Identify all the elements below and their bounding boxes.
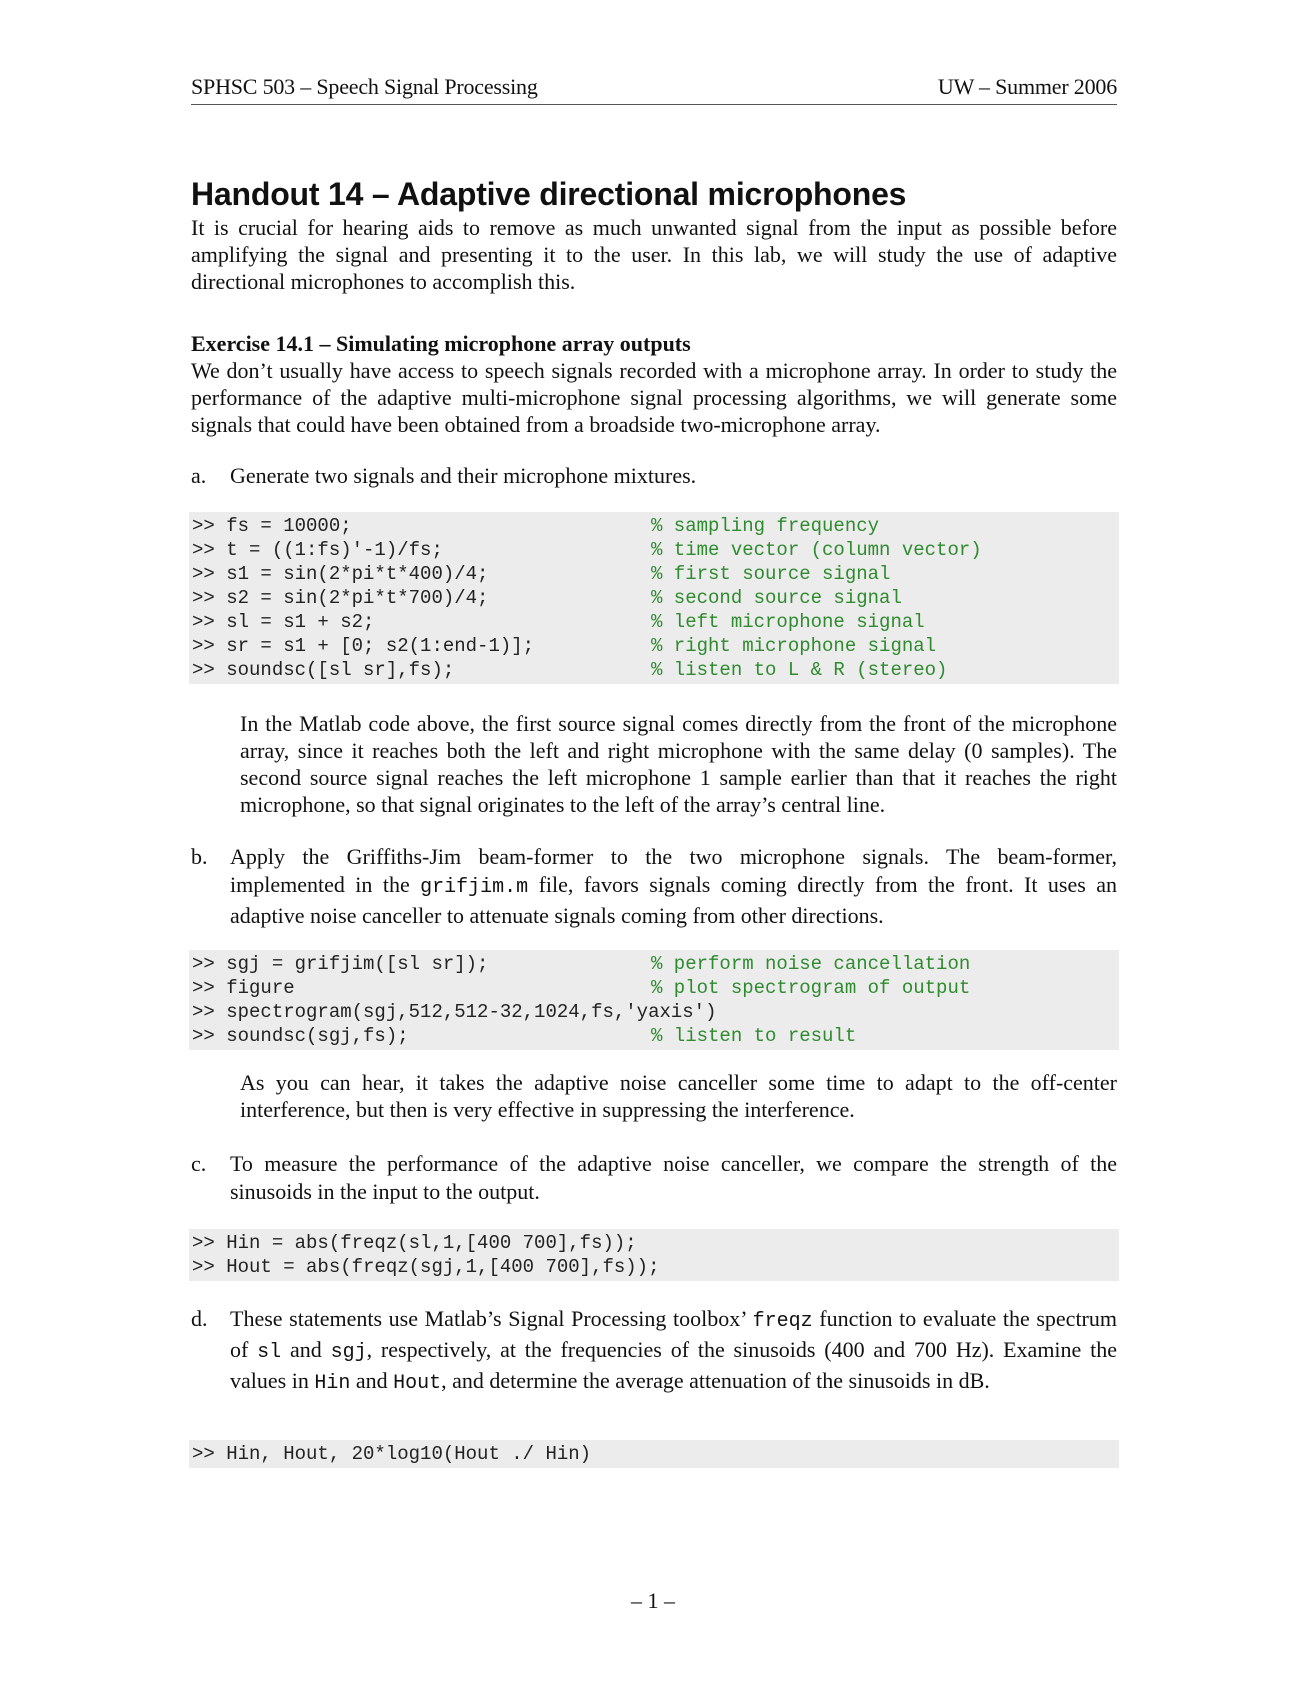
code-command: >> Hout = abs(freqz(sgj,1,[400 700],fs));: [192, 1256, 660, 1278]
item-d-text: These statements use Matlab’s Signal Processing toolbox’ freqz function to evaluate the spectrum of sl and sgj, respectively, at the frequencies of the sinusoids (400 and 700 Hz). Examine the values in Hin and Hout, and determine the average attenuation of the sinusoids in dB.: [230, 1306, 1118, 1395]
code-line: [189, 514, 1119, 538]
inline-code: sl: [257, 1341, 282, 1364]
item-a-text: Generate two signals and their microphone mixtures.: [230, 463, 697, 488]
code-comment: % listen to result: [651, 1025, 857, 1047]
code-command: >> sr = s1 + [0; s2(1:end-1)];: [192, 635, 535, 657]
page-number: – 1 –: [631, 1588, 675, 1613]
code-line: [189, 1255, 1119, 1279]
code-line: [189, 634, 1119, 658]
code-command: >> soundsc(sgj,fs);: [192, 1025, 409, 1047]
item-b-letter: b.: [191, 844, 208, 869]
code-line: [189, 538, 1119, 562]
code-line: [189, 976, 1119, 1000]
item-a-explanation: In the Matlab code above, the first source signal comes directly from the front of the microphone array, since it reaches both the left and right microphone with the same delay (0 samples). The second source signal reaches the left microphone 1 sample earlier than that it reaches the right microphone, so that signal originates to the left of the array’s central line.: [240, 711, 1117, 817]
code-line: [189, 1231, 1119, 1255]
code-comment: % perform noise cancellation: [651, 953, 971, 975]
item-c-letter: c.: [191, 1151, 207, 1176]
page-title: Handout 14 – Adaptive directional microphones: [191, 176, 907, 212]
code-line: [189, 658, 1119, 682]
code-block-c: [189, 1229, 1119, 1281]
item-b-text: Apply the Griffiths-Jim beam-former to the two microphone signals. The beam-former, implemented in the grifjim.m file, favors signals coming directly from the front. It uses an adaptive noise canceller to attenuate signals coming from other directions.: [230, 844, 1117, 928]
inline-code: sgj: [330, 1341, 367, 1364]
course-title: SPHSC 503 – Speech Signal Processing: [191, 74, 538, 99]
code-command: >> sgj = grifjim([sl sr]);: [192, 953, 489, 975]
code-command: >> Hin = abs(freqz(sl,1,[400 700],fs));: [192, 1232, 637, 1254]
code-line: [189, 610, 1119, 634]
inline-code: Hin: [314, 1372, 351, 1395]
code-comment: % first source signal: [651, 563, 891, 585]
code-line: [189, 1442, 1119, 1466]
code-command: >> soundsc([sl sr],fs);: [192, 659, 455, 681]
code-line: [189, 586, 1119, 610]
code-command: >> s1 = sin(2*pi*t*400)/4;: [192, 563, 489, 585]
code-line: [189, 952, 1119, 976]
code-command: >> t = ((1:fs)'-1)/fs;: [192, 539, 443, 561]
code-comment: % sampling frequency: [651, 515, 880, 537]
code-block-d: [189, 1440, 1119, 1468]
item-b-explanation: As you can hear, it takes the adaptive noise canceller some time to adapt to the off-center interference, but then is very effective in suppressing the interference.: [240, 1070, 1117, 1122]
page-header: [191, 74, 1117, 105]
code-comment: % time vector (column vector): [651, 539, 982, 561]
code-command: >> figure: [192, 977, 295, 999]
code-command: >> spectrogram(sgj,512,512-32,1024,fs,'yaxis'): [192, 1001, 717, 1023]
exercise-paragraph: We don’t usually have access to speech signals recorded with a microphone array. In order to study the performance of the adaptive multi-microphone signal processing algorithms, we will generate some signals that could have been obtained from a broadside two-microphone array.: [191, 358, 1117, 437]
code-comment: % plot spectrogram of output: [651, 977, 971, 999]
code-line: [189, 562, 1119, 586]
code-command: >> fs = 10000;: [192, 515, 352, 537]
code-command: >> Hin, Hout, 20*log10(Hout ./ Hin): [192, 1443, 592, 1465]
inline-code: Hout: [393, 1372, 442, 1395]
code-comment: % listen to L & R (stereo): [651, 659, 948, 681]
code-comment: % left microphone signal: [651, 611, 925, 633]
code-line: [189, 1024, 1119, 1048]
code-command: >> s2 = sin(2*pi*t*700)/4;: [192, 587, 489, 609]
term-label: UW – Summer 2006: [937, 74, 1117, 99]
exercise-title: Exercise 14.1 – Simulating microphone array outputs: [191, 331, 691, 356]
inline-code: grifjim.m: [420, 876, 529, 899]
code-block-a: [189, 512, 1119, 684]
intro-paragraph: It is crucial for hearing aids to remove as much unwanted signal from the input as possible before amplifying the signal and presenting it to the user. In this lab, we will study the use of adaptive directional microphones to accomplish this.: [191, 215, 1117, 294]
item-a-letter: a.: [191, 463, 207, 488]
code-line: [189, 1000, 1119, 1024]
code-command: >> sl = s1 + s2;: [192, 611, 375, 633]
item-c-text: To measure the performance of the adaptive noise canceller, we compare the strength of the sinusoids in the input to the output.: [230, 1151, 1117, 1204]
item-d-letter: d.: [191, 1306, 208, 1331]
code-block-b: [189, 950, 1119, 1050]
inline-code: freqz: [752, 1310, 813, 1333]
code-comment: % second source signal: [651, 587, 902, 609]
code-comment: % right microphone signal: [651, 635, 937, 657]
